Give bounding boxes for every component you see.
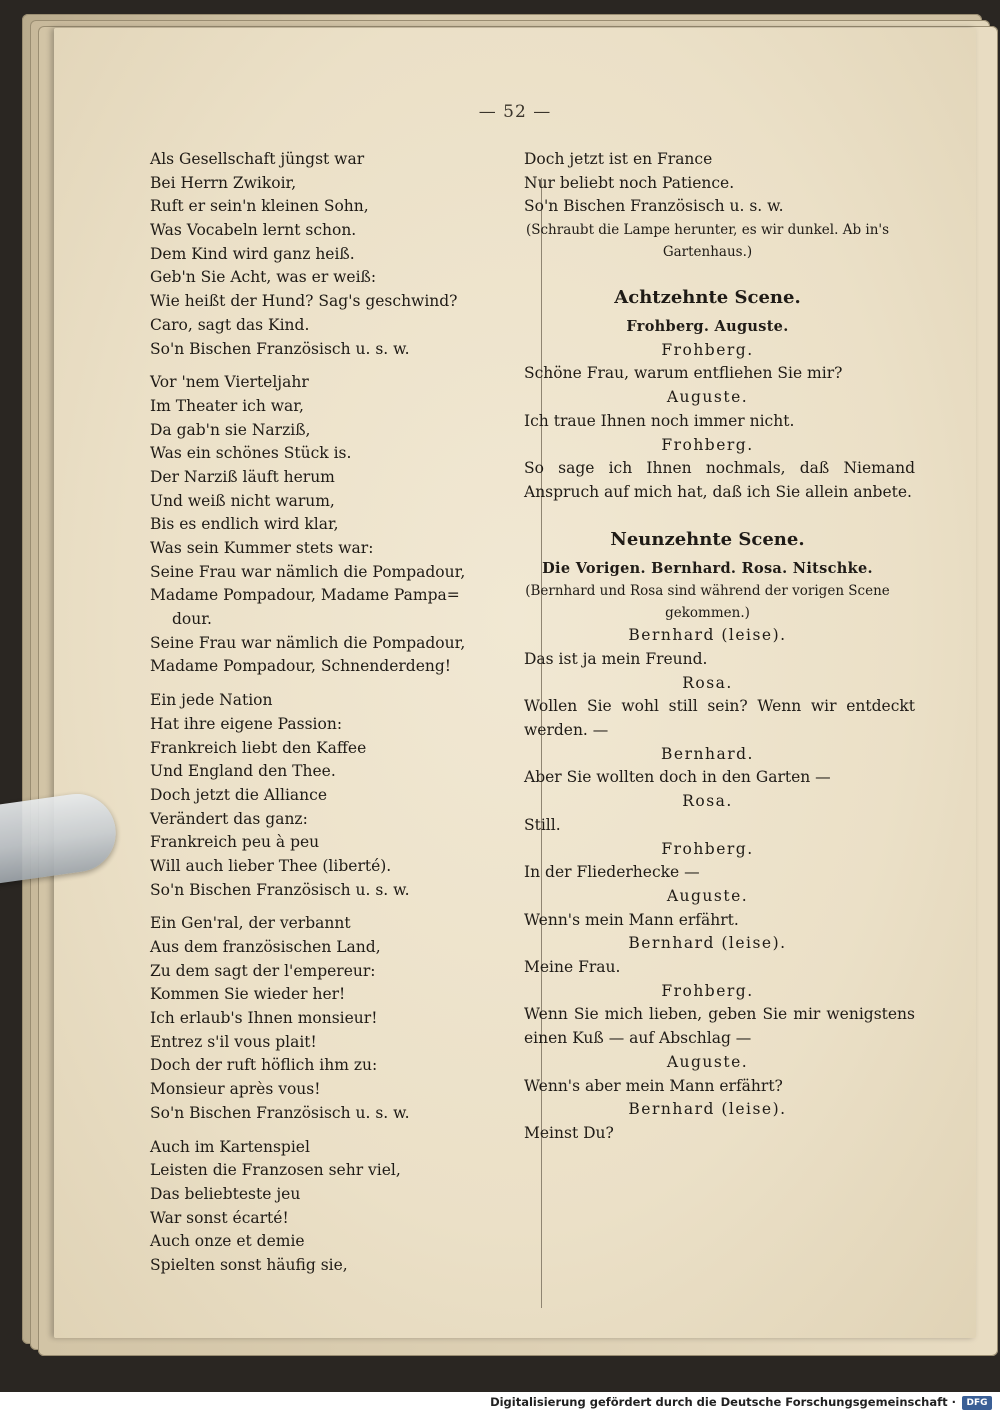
- stanza-gap: [150, 679, 480, 689]
- verse-line: Bei Herrn Zwikoir,: [150, 173, 297, 192]
- verse-line: Was Vocabeln lernt schon.: [150, 221, 357, 240]
- stage-direction: (Schraubt die Lampe herunter, es wir dunkel. Ab in's Gartenhaus.): [525, 222, 890, 261]
- dialogue-text: Still.: [524, 815, 561, 834]
- verse-line: Ich erlaub's Ihnen monsieur!: [150, 1009, 378, 1028]
- verse-line: Will auch lieber Thee (liberté).: [150, 856, 392, 875]
- speaker-name: Frohberg.: [661, 839, 754, 858]
- verse-line: Doch der ruft höflich ihm zu:: [150, 1056, 378, 1075]
- verse-line: Der Narziß läuft herum: [150, 467, 335, 486]
- verse-line: Caro, sagt das Kind.: [150, 315, 310, 334]
- stage-direction: (Bernhard und Rosa sind während der vorigen Scene gekommen.): [525, 583, 890, 622]
- speaker-name: Frohberg.: [661, 340, 754, 359]
- dfg-logo: DFG: [962, 1396, 992, 1410]
- dialogue-text: Wollen Sie wohl still sein? Wenn wir entdeckt werden. —: [524, 697, 915, 740]
- speaker-name: Frohberg.: [661, 981, 754, 1000]
- dialogue-text: Meinst Du?: [524, 1123, 614, 1142]
- verse-line: Monsieur après vous!: [150, 1080, 321, 1099]
- stanza-gap: [150, 902, 480, 912]
- verse-line: So'n Bischen Französisch u. s. w.: [524, 197, 784, 216]
- verse-line: Frankreich liebt den Kaffee: [150, 738, 367, 757]
- verse-line: Bis es endlich wird klar,: [150, 515, 339, 534]
- verse-line: Doch jetzt die Alliance: [150, 785, 328, 804]
- right-column: [500, 148, 915, 1146]
- verse-line: Vor 'nem Vierteljahr: [150, 373, 309, 392]
- dialogue-text: Ich traue Ihnen noch immer nicht.: [524, 411, 795, 430]
- verse-line: Auch onze et demie: [150, 1232, 305, 1251]
- verse-line: Ein jede Nation: [150, 691, 273, 710]
- speaker-name: Bernhard.: [661, 744, 754, 763]
- dialogue-text: In der Fliederhecke —: [524, 863, 700, 882]
- verse-line: dour.: [172, 610, 212, 629]
- digitization-footer: [0, 1392, 1000, 1414]
- speaker-name: Auguste.: [666, 388, 749, 407]
- verse-line: Leisten die Franzosen sehr viel,: [150, 1161, 401, 1180]
- scene-cast: Frohberg. Auguste.: [626, 318, 789, 336]
- dialogue-text: So sage ich Ihnen nochmals, daß Niemand Anspruch auf mich hat, daß ich Sie allein anbete.: [524, 459, 915, 501]
- speaker-name: Auguste.: [666, 1052, 749, 1071]
- speaker-name: Rosa.: [682, 792, 733, 811]
- verse-line: Madame Pompadour, Madame Pampa=: [150, 586, 460, 605]
- verse-line: Und weiß nicht warum,: [150, 491, 335, 510]
- verse-line: Entrez s'il vous plait!: [150, 1032, 317, 1051]
- verse-line: Als Gesellschaft jüngst war: [150, 150, 365, 168]
- verse-line: Das beliebteste jeu: [150, 1184, 301, 1203]
- section-gap: [500, 263, 915, 273]
- scene-title: Achtzehnte Scene.: [614, 287, 801, 309]
- verse-line: Wie heißt der Hund? Sag's geschwind?: [150, 292, 458, 311]
- verse-line: Hat ihre eigene Passion:: [150, 714, 343, 733]
- verse-line: Nur beliebt noch Patience.: [524, 173, 735, 192]
- verse-line: Ruft er sein'n kleinen Sohn,: [150, 197, 369, 216]
- scene-cast: Die Vorigen. Bernhard. Rosa. Nitschke.: [542, 559, 873, 577]
- dialogue-text: Wenn's aber mein Mann erfährt?: [524, 1076, 783, 1095]
- verse-line: Seine Frau war nämlich die Pompadour,: [150, 633, 466, 652]
- verse-line: Geb'n Sie Acht, was er weiß:: [150, 268, 377, 287]
- speaker-name: Frohberg.: [661, 435, 754, 454]
- verse-line: Was sein Kummer stets war:: [150, 539, 374, 557]
- dialogue-text: Schöne Frau, warum entfliehen Sie mir?: [524, 364, 843, 383]
- verse-line: Ein Gen'ral, der verbannt: [150, 914, 351, 933]
- verse-line: Und England den Thee.: [150, 762, 336, 781]
- verse-line: Dem Kind wird ganz heiß.: [150, 244, 355, 263]
- footer-credit: Digitalisierung gefördert durch die Deutsche Forschungsgemeinschaft ·: [490, 1395, 956, 1409]
- verse-line: Frankreich peu à peu: [150, 833, 320, 852]
- verse-line: Seine Frau war nämlich die Pompadour,: [150, 562, 466, 581]
- verse-line: So'n Bischen Französisch u. s. w.: [150, 339, 410, 358]
- verse-line: Verändert das ganz:: [150, 809, 308, 828]
- scene-title: Neunzehnte Scene.: [610, 528, 805, 550]
- page-number: — 52 —: [478, 102, 552, 122]
- dialogue-text: Aber Sie wollten doch in den Garten —: [524, 768, 831, 787]
- verse-line: Doch jetzt ist en France: [524, 150, 713, 168]
- dialogue-text: Das ist ja mein Freund.: [524, 650, 708, 668]
- dialogue-text: Wenn's mein Mann erfährt.: [524, 910, 739, 929]
- section-gap: [500, 505, 915, 515]
- speaker-name: Auguste.: [666, 886, 749, 905]
- stanza-gap: [150, 1126, 480, 1136]
- dialogue-text: Meine Frau.: [524, 958, 621, 977]
- verse-line: Kommen Sie wieder her!: [150, 985, 346, 1004]
- verse-line: Madame Pompadour, Schnenderdeng!: [150, 657, 452, 676]
- left-column: [150, 148, 480, 1278]
- verse-line: Was ein schönes Stück is.: [150, 444, 352, 463]
- dialogue-text: Wenn Sie mich lieben, geben Sie mir wenigstens einen Kuß — auf Abschlag —: [524, 1005, 915, 1048]
- verse-line: Im Theater ich war,: [150, 396, 304, 415]
- verse-line: So'n Bischen Französisch u. s. w.: [150, 880, 410, 899]
- verse-line: Aus dem französischen Land,: [150, 938, 381, 956]
- verse-line: Zu dem sagt der l'empereur:: [150, 961, 376, 980]
- speaker-name: Bernhard (leise).: [628, 934, 787, 953]
- speaker-name: Rosa.: [682, 673, 733, 692]
- verse-line: So'n Bischen Französisch u. s. w.: [150, 1103, 410, 1122]
- verse-line: Da gab'n sie Narziß,: [150, 420, 311, 439]
- verse-line: Spielten sonst häufig sie,: [150, 1255, 348, 1274]
- speaker-name: Bernhard (leise).: [628, 1100, 787, 1119]
- stanza-gap: [150, 361, 480, 371]
- verse-line: War sonst écarté!: [150, 1208, 289, 1227]
- verse-line: Auch im Kartenspiel: [150, 1137, 310, 1156]
- speaker-name: Bernhard (leise).: [628, 626, 787, 645]
